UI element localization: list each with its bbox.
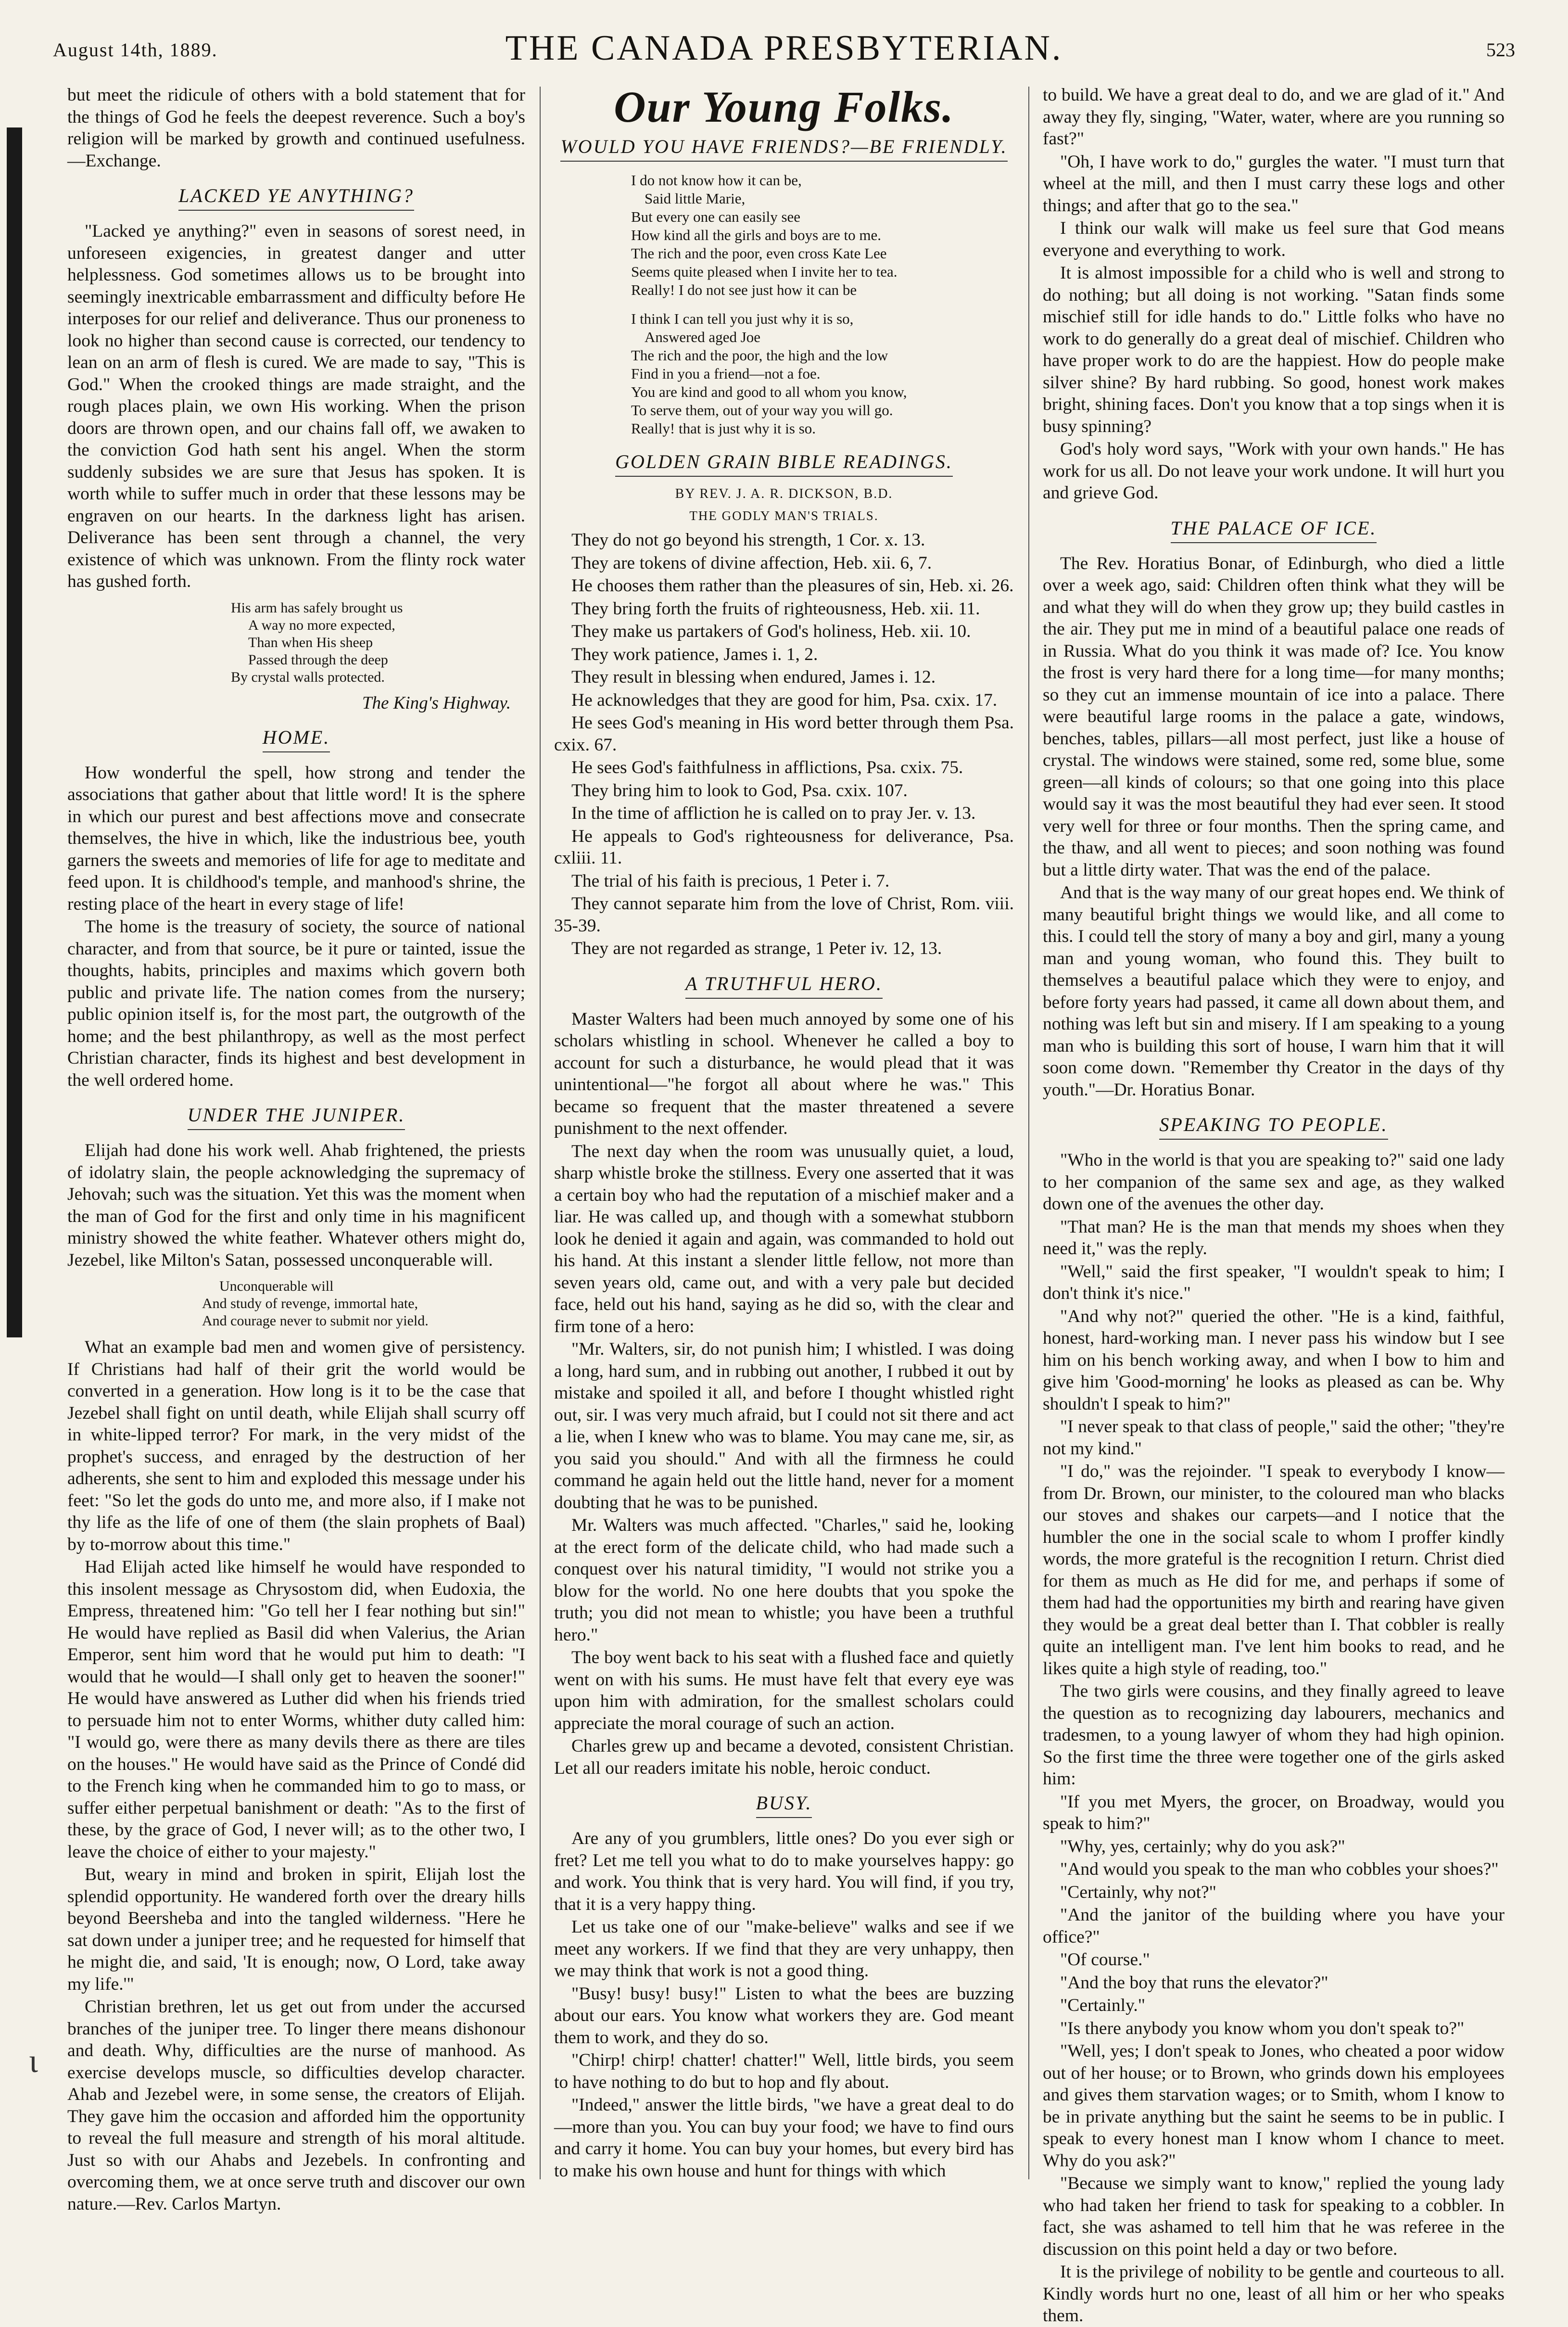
paragraph: "And the janitor of the building where you have your office?": [1043, 1905, 1505, 1947]
verse-line: And study of revenge, immortal hate,: [202, 1296, 418, 1311]
list-item: He sees God's meaning in His word better through them Psa. cxix. 67.: [554, 713, 1014, 755]
list-item: They are tokens of divine affection, Heb. xii. 6, 7.: [571, 553, 932, 573]
column-2: [554, 84, 1014, 2182]
paragraph: "I never speak to that class of people," said the other; "they're not my kind.": [1043, 1417, 1505, 1459]
paragraph: "Because we simply want to know," replied the young lady who had taken her friend to task for speaking to a cobbler. In fact, she was ashamed to tell him that he was referee in the discussion on this point held a day or two before.: [1043, 2174, 1505, 2259]
paragraph: "Certainly.": [1060, 1996, 1146, 2015]
paragraph: "And the boy that runs the elevator?": [1060, 1972, 1328, 1993]
masthead-title: THE CANADA PRESBYTERIAN.: [505, 28, 1063, 68]
poem-line: You are kind and good to all whom you know,: [631, 383, 907, 400]
paragraph: to build. We have a great deal to do, and we are glad of it." And away they fly, singing, "Water, water, where are you running so fast?": [1043, 85, 1505, 149]
citation: The King's Highway.: [362, 693, 511, 713]
paragraph: I think our walk will make us feel sure that God means everyone and everything to work.: [1043, 218, 1505, 260]
article-title: SPEAKING TO PEOPLE.: [1043, 1113, 1505, 1140]
paragraph: "If you met Myers, the grocer, on Broadway, would you speak to him?": [1043, 1792, 1505, 1833]
list-item: They are not regarded as strange, 1 Peter iv. 12, 13.: [571, 939, 942, 958]
list-item: He sees God's faithfulness in afflictions, Psa. cxix. 75.: [571, 758, 963, 777]
paragraph: Had Elijah acted like himself he would have responded to this insolent message as Chrysostom did, when Eudoxia, the Empress, threatened him: "Go tell her I fear nothing but sin!" He would have replied as Basil did when Valerius, the Arian Emperor, sent him word that he would put him to death: "I would that he would—I shall only get to heaven the sooner!" He would have answered as Luther did when his friends tried to persuade him not to enter Worms, whither duty called him: "I would go, were there as many devils there as there are tiles on the houses." He would have said as the Prince of Condé did to the French king when he commanded him to go to mass, or suffer either perpetual banishment or death: "As to the first of these, by the grace of God, I never will; as to the other two, I leave the choice of either to your majesty.": [67, 1557, 525, 1862]
paragraph: "And why not?" queried the other. "He is a kind, faithful, honest, hard-working man. I never pass his window but I see him on his bench working away, and when I bow to him and give him 'Good-morning' he looks as pleased as can be. Why shouldn't I speak to him?": [1043, 1306, 1505, 1414]
paragraph: "And would you speak to the man who cobbles your shoes?": [1060, 1859, 1499, 1879]
list-item: He acknowledges that they are good for him, Psa. cxix. 17.: [571, 690, 998, 710]
paragraph: The next day when the room was unusually quiet, a loud, sharp whistle broke the stillness. Every one asserted that it was a certain boy who had the reputation of a mischief maker and a liar. He was called up, and though with a somewhat stubborn look he denied it again and again, was commanded to hold out his hand. At this instant a slender little fellow, not more than seven years old, came out, and with a very pale but decided face, held out his hand, saying as he did so, with the clear and firm tone of a hero:: [554, 1141, 1014, 1336]
paragraph: Are any of you grumblers, little ones? Do you ever sigh or fret? Let me tell you what to do to make yourselves happy: go and work. You think that is very hard. You will find, if you try, that it is a very happy thing.: [554, 1829, 1014, 1914]
verse-line: By crystal walls protected.: [231, 669, 385, 685]
paragraph: "Busy! busy! busy!" Listen to what the bees are buzzing about our ears. You know what workers they are. God meant them to work, and they do so.: [554, 1984, 1014, 2047]
verse-line: A way no more expected,: [248, 617, 395, 633]
list-item: They bring him to look to God, Psa. cxix. 107.: [571, 780, 908, 801]
poem-line: The rich and the poor, the high and the low: [631, 347, 888, 364]
article-title: A TRUTHFUL HERO.: [554, 972, 1014, 999]
poem-line: I think I can tell you just why it is so,: [631, 310, 854, 327]
poem-line: The rich and the poor, even cross Kate Lee: [631, 245, 887, 262]
paragraph: And that is the way many of our great hopes end. We think of many beautiful bright things we would like, and all come to this. I could tell the story of many a boy and girl, many a young man and young woman, who found this. They built to themselves a beautiful palace which they were to enjoy, and before forty years had passed, it came all down about them, and nothing was left but sin and misery. If I am speaking to a young man who is building this sort of house, I warn him that it will soon come down. "Remember thy Creator in the days of thy youth."—Dr. Horatius Bonar.: [1043, 883, 1505, 1100]
list-item: They do not go beyond his strength, 1 Cor. x. 13.: [571, 530, 925, 550]
list-item: They bring forth the fruits of righteousness, Heb. xii. 11.: [571, 598, 980, 619]
article-title: LACKED YE ANYTHING?: [67, 184, 525, 211]
paragraph: The home is the treasury of society, the source of national character, and from that source, be it pure or tainted, issue the thoughts, habits, principles and maxims which govern both public and private life. The nation comes from the nursery; public opinion itself is, for the most part, the outgrowth of the home; and the best philanthropy, as well as the most perfect Christian character, finds its highest and best development in the well ordered home.: [67, 917, 525, 1090]
poem-line: How kind all the girls and boys are to me.: [631, 227, 882, 243]
list-item: In the time of affliction he is called on to pray Jer. v. 13.: [571, 803, 976, 823]
poem-line: To serve them, out of your way you will go.: [631, 402, 893, 419]
section-title: Our Young Folks.: [614, 82, 954, 131]
paragraph: "That man? He is the man that mends my shoes when they need it," was the reply.: [1043, 1217, 1505, 1259]
paragraph: Christian brethren, let us get out from under the accursed branches of the juniper tree. To linger there means dishonour and death. Why, difficulties are the nurse of manhood. As exercise develops muscle, so difficulties develop character. Ahab and Jezebel were, in some sense, the creators of Elijah. They gave him the occasion and afforded him the opportunity to reveal the full measure and strength of his moral altitude. Just so with our Ahabs and Jezebels. In confronting and overcoming them, we at once serve truth and discover our own nature.—Rev. Carlos Martyn.: [67, 1997, 525, 2214]
paragraph: "Is there anybody you know whom you don't speak to?": [1060, 2018, 1465, 2038]
paragraph: It is the privilege of nobility to be gentle and courteous to all. Kindly words hurt no one, least of all him or her who speaks them.: [1043, 2262, 1505, 2326]
list-item: He chooses them rather than the pleasures of sin, Heb. xi. 26.: [571, 576, 1014, 596]
paragraph: "Oh, I have work to do," gurgles the water. "I must turn that wheel at the mill, and then I must carry these logs and other things; and after that go to the sea.": [1043, 152, 1505, 216]
poem-line: Answered aged Joe: [645, 329, 761, 345]
list-item: They work patience, James i. 1, 2.: [571, 644, 818, 664]
paragraph: The boy went back to his seat with a flushed face and quietly went on with his sums. He must have felt that every eye was upon him with admiration, for the smallest scholars could appreciate the moral courage of such an action.: [554, 1648, 1014, 1733]
reading-list: [554, 529, 1014, 960]
verse-line: His arm has safely brought us: [231, 599, 403, 616]
paragraph: "Why, yes, certainly; why do you ask?": [1060, 1836, 1345, 1857]
margin-mark: ɩ: [29, 2043, 38, 2080]
paragraph: The Rev. Horatius Bonar, of Edinburgh, who died a little over a week ago, said: Children often think what they will be and what they will do when they grow up; they build castles in the air. They put me in mind of a beautiful palace one reads of in Russia. What do you think it was made of? Ice. You know the frost is very hard there for a long time—for many months; so they cut an immense mountain of ice into a palace. There were beautiful large rooms in the palace a gate, windows, benches, tables, pillars—all most perfect, just like a house of crystal. The windows were stained, some red, some blue, some green—all kinds of colours; so that one going into this place would say it was the most beautiful they had ever seen. It stood very well for three or four months. Then the spring came, and the thaw, and all went to pieces; and soon nothing was found but a little dirty water. That was the end of the palace.: [1043, 553, 1505, 880]
subheading: THE GODLY MAN'S TRIALS.: [689, 509, 879, 523]
article-title: UNDER THE JUNIPER.: [67, 1104, 525, 1130]
paragraph: Charles grew up and became a devoted, consistent Christian. Let all our readers imitate his noble, heroic conduct.: [554, 1736, 1014, 1778]
poem: [631, 171, 1014, 438]
article-title: GOLDEN GRAIN BIBLE READINGS.: [554, 450, 1014, 477]
paragraph: Mr. Walters was much affected. "Charles," said he, looking at the erect form of the delicate child, who had made such a conquest over his natural timidity, "I would not strike you a blow for the world. No one here doubts that you spoke the truth; you did not mean to whistle; you have been a truthful hero.": [554, 1515, 1014, 1645]
paragraph: "Lacked ye anything?" even in seasons of sorest need, in unforeseen exigencies, in greatest danger and utter helplessness. God sometimes allows us to be brought into seemingly inextricable embarrassment and difficulty before He interposes for our relief and deliverance. Thus our proneness to look no higher than second cause is corrected, our tendency to lean on an arm of flesh is cured. We are made to say, "This is God." When the crooked things are made straight, and the rough places plain, we own His working. When the prison doors are thrown open, and our chains fall off, we awaken to the conviction God hath sent his angel. When the storm suddenly subsides we are sure that Jesus has spoken. It is worth while to suffer much in order that these lessons may be engraven on our hearts. In the darkness light has arisen. Deliverance has been sent through a channel, the very existence of which was unknown. From the flinty rock water has gushed forth.: [67, 221, 525, 591]
page-number: 523: [1486, 39, 1515, 61]
paragraph: "Who in the world is that you are speaking to?" said one lady to her companion of the same sex and age, as they walked down one of the avenues the other day.: [1043, 1150, 1505, 1214]
column-divider: [1028, 87, 1029, 2179]
poem-line: Really! I do not see just how it can be: [631, 281, 857, 298]
paragraph: "Of course.": [1060, 1950, 1150, 1970]
article-title: BUSY.: [554, 1792, 1014, 1818]
verse-line: Unconquerable will: [219, 1278, 334, 1294]
paragraph: How wonderful the spell, how strong and tender the associations that gather about that little word! It is the sphere in which our purest and best affections move and consecrate themselves, the hive in which, like the industrious bee, youth garners the sweets and memories of life for age to meditate and feed upon. It is childhood's temple, and manhood's shrine, the resting place of the heart in every stage of life!: [67, 763, 525, 914]
verse-line: And courage never to submit nor yield.: [202, 1313, 429, 1329]
paragraph: It is almost impossible for a child who is well and strong to do nothing; but all doing is not working. "Satan finds some mischief still for idle hands to do." Little folks who have no work to do generally do a great deal of mischief. Children who have proper work to do are the happiest. How do people make silver shine? By hard rubbing. So good, honest work makes bright, shining faces. Don't you know that a top sings when it is busy spinning?: [1043, 263, 1505, 436]
poem-line: Really! that is just why it is so.: [631, 420, 816, 437]
list-item: They cannot separate him from the love of Christ, Rom. viii. 35-39.: [554, 894, 1014, 936]
poem-line: I do not know how it can be,: [631, 172, 802, 189]
poem-line: Seems quite pleased when I invite her to tea.: [631, 263, 898, 280]
paragraph: "Well, yes; I don't speak to Jones, who cheated a poor widow out of her house; or to Brown, who grinds down his employees and gives them starvation wages; or to Smith, whom I know to be in private anything but the saint he seems to be in public. I speak to every honest man I know whom I chance to meet. Why do you ask?": [1043, 2041, 1505, 2171]
paragraph: "Mr. Walters, sir, do not punish him; I whistled. I was doing a long, hard sum, and in rubbing out another, I rubbed it out by mistake and spoiled it all, and before I thought whistled right out, sir. I was very much afraid, but I could not sit there and act a lie, when I knew who was to blame. You may cane me, sir, as you said you should." And with all the firmness he could command he again held out the little hand, never for a moment doubting that he was to be punished.: [554, 1339, 1014, 1513]
poem-line: Find in you a friend—not a foe.: [631, 365, 821, 382]
paragraph: The two girls were cousins, and they finally agreed to leave the question as to recognizing day labourers, mechanics and tradesmen, to a young lawyer of whom they had high opinion. So the first time the three were together one of the girls asked him:: [1043, 1681, 1505, 1789]
paragraph: Elijah had done his work well. Ahab frightened, the priests of idolatry slain, the people acknowledging the supremacy of Jehovah; such was the situation. Yet this was the moment when the man of God for the first and only time in his magnificent ministry showed the white feather. Whatever others might do, Jezebel, like Milton's Satan, possessed unconquerable will.: [67, 1141, 525, 1270]
poem-line: Said little Marie,: [645, 190, 746, 207]
article-title: WOULD YOU HAVE FRIENDS?—BE FRIENDLY.: [554, 135, 1014, 162]
column-divider: [540, 87, 541, 2179]
intro-text: [67, 84, 525, 172]
verse-line: Passed through the deep: [248, 651, 388, 668]
column-1: [67, 84, 525, 2214]
list-item: The trial of his faith is precious, 1 Peter i. 7.: [571, 871, 890, 891]
byline: BY REV. J. A. R. DICKSON, B.D.: [675, 486, 893, 501]
paragraph: What an example bad men and women give of persistency. If Christians had half of their grit the world would be converted in a generation. How long is it to be the case that Jezebel shall fight on until death, while Elijah shall scurry off in white-lipped terror? For mark, in the very midst of the prophet's success, and enraged by the destruction of her adherents, she sent to him and exploded this message under his feet: "So let the gods do unto me, and more also, if I make not thy life as the life of one of them (the slain prophets of Baal) by to-morrow about this time.": [67, 1337, 525, 1554]
issue-date: August 14th, 1889.: [53, 39, 218, 61]
paragraph: "Indeed," answer the little birds, "we have a great deal to do—more than you. You can buy your food; we have to find ours and carry it home. You can buy your homes, but every bird has to make his own house and hunt for things with which: [554, 2095, 1014, 2181]
paragraph: "I do," was the rejoinder. "I speak to everybody I know—from Dr. Brown, our minister, to the coloured man who blacks our stoves and shakes our carpets—and I notice that the humbler the one in the social scale to whom I proffer kindly words, the more grateful is the recognition I return. Christ died for them as much as He did for me, and perhaps if some of them had had the opportunities my birth and rearing have given they would be a great deal better than I. That cobbler is really quite an intelligent man. I've lent him books to read, and he likes quite a high style of reading, too.": [1043, 1462, 1505, 1678]
list-item: They result in blessing when endured, James i. 12.: [571, 667, 936, 687]
verse: [231, 599, 525, 686]
list-item: He appeals to God's righteousness for deliverance, Psa. cxliii. 11.: [554, 826, 1014, 868]
column-3: [1043, 84, 1505, 2326]
paragraph: Let us take one of our "make-believe" walks and see if we meet any workers. If we find that they are very unhappy, then we may think that work is not a good thing.: [554, 1917, 1014, 1981]
paragraph: "Well," said the first speaker, "I wouldn't speak to him; I don't think it's nice.": [1043, 1261, 1505, 1303]
article-title: HOME.: [67, 726, 525, 752]
verse-line: Than when His sheep: [248, 634, 373, 650]
list-item: They make us partakers of God's holiness, Heb. xii. 10.: [571, 622, 971, 641]
article-title: THE PALACE OF ICE.: [1043, 517, 1505, 543]
verse: [202, 1278, 525, 1330]
paragraph: But, weary in mind and broken in spirit, Elijah lost the splendid opportunity. He wandered forth over the dreary hills beyond Beersheba and into the tangled wilderness. "Here he sat down under a juniper tree; and he requested for himself that he might die, and said, 'It is enough; now, O Lord, take away my life.'": [67, 1865, 525, 1994]
paragraph: Master Walters had been much annoyed by some one of his scholars whistling in school. Whenever he called a boy to account for such a disturbance, he would plead that it was unintentional—"he forgot all about where he was." This became so frequent that the master threatened a severe punishment to the next offender.: [554, 1009, 1014, 1138]
page-header: [34, 18, 1534, 76]
paragraph: God's holy word says, "Work with your own hands." He has work for us all. Do not leave your work undone. It will hurt you and grieve God.: [1043, 439, 1505, 503]
paragraph: "Chirp! chirp! chatter! chatter!" Well, little birds, you seem to have nothing to do but to hop and fly about.: [554, 2050, 1014, 2092]
page-edge-bar: [7, 127, 22, 1337]
paragraph: but meet the ridicule of others with a bold statement that for the things of God he feels the deepest reverence. Such a boy's religion will be marked by growth and continued usefulness. —Exchange.: [67, 85, 525, 171]
paragraph: "Certainly, why not?": [1060, 1882, 1216, 1902]
poem-line: But every one can easily see: [631, 208, 801, 225]
